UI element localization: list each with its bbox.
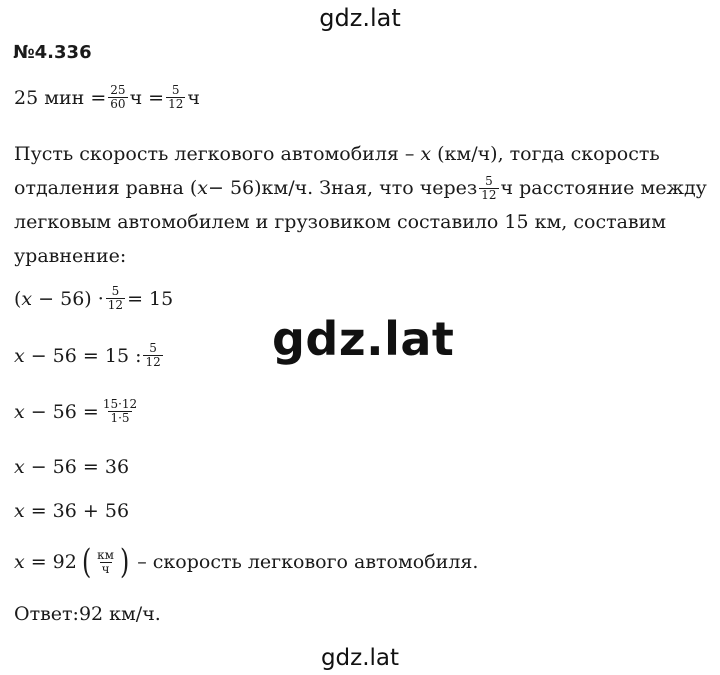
variable-x: x — [14, 400, 25, 423]
paragraph-line-2 — [14, 171, 707, 205]
paragraph-text: ч расстояние между — [500, 177, 707, 199]
paragraph-text: легковым автомобилем и грузовиком составило 15 км, составим — [14, 211, 667, 233]
variable-x: x — [420, 143, 432, 165]
watermark-middle: gdz.lat — [272, 312, 455, 366]
eq-text: − 56) · — [38, 287, 104, 310]
equation-5 — [14, 500, 129, 522]
fraction-denominator: 60 — [110, 97, 126, 111]
eq-text: = 36 + 56 — [30, 500, 130, 522]
fraction-numerator: км — [97, 547, 114, 562]
watermark-top: gdz.lat — [319, 4, 401, 32]
eq-text: = 92 — [30, 551, 77, 573]
paragraph-text: уравнение: — [14, 245, 127, 267]
conversion-unit-2: ч — [187, 86, 200, 109]
fraction-numerator: 5 — [485, 173, 493, 188]
fraction-denominator: 12 — [107, 298, 124, 312]
eq-text: − 56 = 15 : — [30, 344, 142, 367]
problem-number: №4.336 — [13, 42, 92, 63]
paragraph-line-3 — [14, 205, 704, 239]
variable-x: x — [14, 500, 25, 522]
answer — [14, 603, 161, 625]
conversion-lhs: 25 мин = — [14, 86, 107, 109]
fraction-5-12 — [479, 175, 498, 202]
fraction-numerator: 5 — [149, 341, 157, 355]
right-paren-icon: ) — [119, 542, 130, 582]
fraction-5-12 — [106, 285, 125, 312]
fraction-numerator: 5 — [171, 83, 180, 97]
variable-x: x — [21, 287, 33, 310]
equation-2 — [14, 342, 165, 369]
fraction-denominator: 12 — [481, 187, 497, 202]
answer-text: Ответ:92 км/ч. — [14, 603, 161, 625]
variable-x: x — [14, 456, 25, 478]
eq-text: − 56 = — [30, 400, 99, 423]
fraction-denominator: 12 — [168, 97, 184, 111]
conversion-line — [14, 84, 200, 111]
fraction-numerator: 25 — [110, 83, 126, 97]
paragraph-text: Пусть скорость легкового автомобиля – — [14, 143, 415, 165]
fraction-denominator: ч — [101, 561, 110, 576]
paragraph-text: (км/ч), тогда скорость — [437, 143, 660, 165]
equation-1 — [14, 285, 173, 312]
paragraph-text: отдаления равна ( — [14, 177, 198, 199]
eq-text: − 56 = 36 — [30, 456, 130, 478]
variable-x: x — [14, 344, 25, 367]
problem-paragraph — [14, 137, 707, 273]
eq-text: – скорость легкового автомобиля. — [137, 551, 479, 573]
fraction-15x12-over-1x5 — [101, 398, 139, 425]
conversion-unit-1: ч = — [129, 86, 165, 109]
variable-x: x — [197, 177, 208, 199]
fraction-denominator: 1·5 — [110, 411, 130, 425]
left-paren-icon: ( — [81, 542, 92, 582]
equation-4 — [14, 456, 129, 478]
variable-x: x — [14, 551, 25, 573]
equation-6 — [14, 542, 479, 582]
eq-text: = 15 — [127, 287, 174, 310]
watermark-bottom: gdz.lat — [320, 645, 400, 671]
fraction-numerator: 5 — [111, 284, 120, 298]
fraction-denominator: 12 — [145, 355, 161, 369]
fraction-5-12 — [166, 84, 185, 111]
fraction-numerator: 15·12 — [102, 397, 138, 411]
fraction-5-12 — [143, 342, 162, 369]
equation-3 — [14, 398, 141, 425]
fraction-km-per-h — [95, 549, 116, 576]
paragraph-text: − 56)км/ч. Зная, что через — [208, 177, 478, 199]
paragraph-line-4 — [14, 239, 704, 273]
eq-text: ( — [14, 287, 22, 310]
fraction-25-60 — [108, 84, 127, 111]
paragraph-line-1 — [14, 137, 704, 171]
